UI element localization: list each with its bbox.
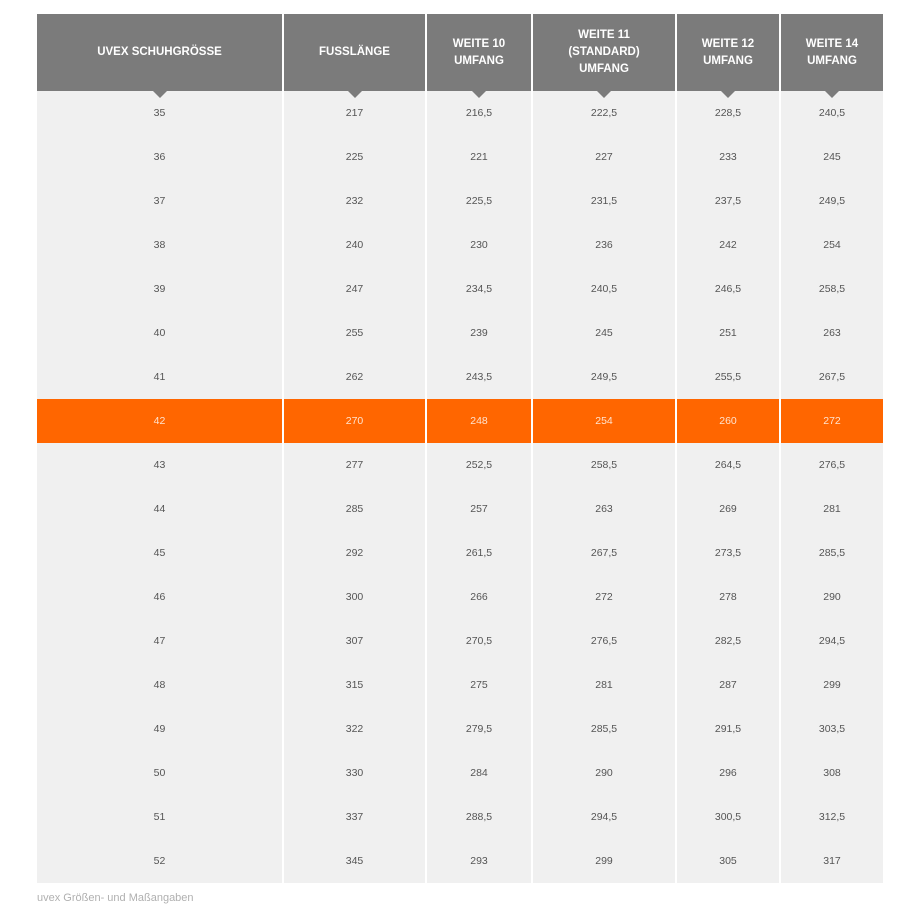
width-14-cell: 281 xyxy=(780,487,883,531)
table-row xyxy=(37,531,883,575)
width-10-cell: 216,5 xyxy=(426,91,532,135)
shoe-size-cell: 45 xyxy=(37,531,283,575)
width-14-cell: 276,5 xyxy=(780,443,883,487)
width-10-cell: 288,5 xyxy=(426,795,532,839)
shoe-size-cell: 37 xyxy=(37,179,283,223)
header-label: WEITE 12 UMFANG xyxy=(701,37,755,67)
width-14-cell: 245 xyxy=(780,135,883,179)
table-body xyxy=(37,91,883,883)
shoe-size-cell: 38 xyxy=(37,223,283,267)
width-10-cell: 266 xyxy=(426,575,532,619)
width-10-cell: 225,5 xyxy=(426,179,532,223)
table-row xyxy=(37,487,883,531)
width-12-cell: 273,5 xyxy=(676,531,780,575)
width-10-cell: 252,5 xyxy=(426,443,532,487)
width-11-cell: 263 xyxy=(532,487,676,531)
foot-length-cell: 345 xyxy=(283,839,426,883)
header-notch xyxy=(597,91,611,98)
foot-length-cell: 217 xyxy=(283,91,426,135)
width-12-cell: 255,5 xyxy=(676,355,780,399)
header-width-10 xyxy=(426,14,532,91)
table-row xyxy=(37,751,883,795)
foot-length-cell: 315 xyxy=(283,663,426,707)
header-notch xyxy=(721,91,735,98)
width-14-cell: 249,5 xyxy=(780,179,883,223)
header-notch xyxy=(472,91,486,98)
foot-length-cell: 330 xyxy=(283,751,426,795)
header-label: WEITE 14 UMFANG xyxy=(805,37,859,67)
width-12-cell: 291,5 xyxy=(676,707,780,751)
width-14-cell: 290 xyxy=(780,575,883,619)
shoe-size-cell: 50 xyxy=(37,751,283,795)
width-11-cell: 254 xyxy=(532,399,676,443)
width-10-cell: 279,5 xyxy=(426,707,532,751)
foot-length-cell: 277 xyxy=(283,443,426,487)
foot-length-cell: 240 xyxy=(283,223,426,267)
header-width-11 xyxy=(532,14,676,91)
width-12-cell: 237,5 xyxy=(676,179,780,223)
width-10-cell: 243,5 xyxy=(426,355,532,399)
header-shoe-size xyxy=(37,14,283,91)
header-foot-length xyxy=(283,14,426,91)
width-11-cell: 222,5 xyxy=(532,91,676,135)
shoe-size-cell: 41 xyxy=(37,355,283,399)
width-12-cell: 264,5 xyxy=(676,443,780,487)
width-11-cell: 245 xyxy=(532,311,676,355)
width-11-cell: 290 xyxy=(532,751,676,795)
header-label: FUSSLÄNGE xyxy=(319,46,390,58)
header-width-12 xyxy=(676,14,780,91)
width-12-cell: 246,5 xyxy=(676,267,780,311)
foot-length-cell: 337 xyxy=(283,795,426,839)
width-14-cell: 317 xyxy=(780,839,883,883)
shoe-size-cell: 36 xyxy=(37,135,283,179)
width-14-cell: 240,5 xyxy=(780,91,883,135)
width-11-cell: 294,5 xyxy=(532,795,676,839)
foot-length-cell: 285 xyxy=(283,487,426,531)
table-row xyxy=(37,619,883,663)
width-10-cell: 293 xyxy=(426,839,532,883)
width-14-cell: 299 xyxy=(780,663,883,707)
table-row xyxy=(37,355,883,399)
width-10-cell: 261,5 xyxy=(426,531,532,575)
shoe-size-cell: 43 xyxy=(37,443,283,487)
width-10-cell: 275 xyxy=(426,663,532,707)
width-10-cell: 248 xyxy=(426,399,532,443)
width-14-cell: 294,5 xyxy=(780,619,883,663)
table-row xyxy=(37,663,883,707)
foot-length-cell: 307 xyxy=(283,619,426,663)
table-row xyxy=(37,135,883,179)
shoe-size-cell: 48 xyxy=(37,663,283,707)
header-notch xyxy=(825,91,839,98)
width-12-cell: 300,5 xyxy=(676,795,780,839)
width-11-cell: 249,5 xyxy=(532,355,676,399)
foot-length-cell: 322 xyxy=(283,707,426,751)
shoe-size-cell: 42 xyxy=(37,399,283,443)
width-14-cell: 303,5 xyxy=(780,707,883,751)
width-14-cell: 267,5 xyxy=(780,355,883,399)
width-12-cell: 228,5 xyxy=(676,91,780,135)
foot-length-cell: 255 xyxy=(283,311,426,355)
header-notch xyxy=(153,91,167,98)
foot-length-cell: 292 xyxy=(283,531,426,575)
table-row xyxy=(37,267,883,311)
width-12-cell: 260 xyxy=(676,399,780,443)
table-row xyxy=(37,795,883,839)
table-row xyxy=(37,311,883,355)
size-chart-table xyxy=(37,14,883,883)
width-11-cell: 285,5 xyxy=(532,707,676,751)
header-label: WEITE 11 (STANDARD) UMFANG xyxy=(568,29,640,75)
foot-length-cell: 232 xyxy=(283,179,426,223)
shoe-size-cell: 51 xyxy=(37,795,283,839)
table-row xyxy=(37,443,883,487)
width-10-cell: 270,5 xyxy=(426,619,532,663)
table-row xyxy=(37,223,883,267)
width-12-cell: 242 xyxy=(676,223,780,267)
foot-length-cell: 225 xyxy=(283,135,426,179)
width-10-cell: 257 xyxy=(426,487,532,531)
header-notch xyxy=(348,91,362,98)
width-10-cell: 230 xyxy=(426,223,532,267)
width-12-cell: 287 xyxy=(676,663,780,707)
width-12-cell: 251 xyxy=(676,311,780,355)
width-10-cell: 239 xyxy=(426,311,532,355)
shoe-size-cell: 39 xyxy=(37,267,283,311)
table-row xyxy=(37,839,883,883)
width-10-cell: 284 xyxy=(426,751,532,795)
header-label: UVEX SCHUHGRÖSSE xyxy=(97,46,222,58)
shoe-size-cell: 35 xyxy=(37,91,283,135)
width-11-cell: 281 xyxy=(532,663,676,707)
foot-length-cell: 247 xyxy=(283,267,426,311)
width-14-cell: 308 xyxy=(780,751,883,795)
header-width-14 xyxy=(780,14,883,91)
table-caption: uvex Größen- und Maßangaben xyxy=(37,892,194,904)
table-row xyxy=(37,575,883,619)
shoe-size-cell: 40 xyxy=(37,311,283,355)
width-12-cell: 269 xyxy=(676,487,780,531)
width-14-cell: 285,5 xyxy=(780,531,883,575)
width-10-cell: 234,5 xyxy=(426,267,532,311)
width-11-cell: 272 xyxy=(532,575,676,619)
foot-length-cell: 300 xyxy=(283,575,426,619)
width-11-cell: 231,5 xyxy=(532,179,676,223)
foot-length-cell: 270 xyxy=(283,399,426,443)
width-11-cell: 227 xyxy=(532,135,676,179)
shoe-size-cell: 47 xyxy=(37,619,283,663)
width-11-cell: 276,5 xyxy=(532,619,676,663)
width-14-cell: 263 xyxy=(780,311,883,355)
width-14-cell: 272 xyxy=(780,399,883,443)
width-11-cell: 258,5 xyxy=(532,443,676,487)
width-12-cell: 233 xyxy=(676,135,780,179)
table-row xyxy=(37,707,883,751)
shoe-size-cell: 46 xyxy=(37,575,283,619)
foot-length-cell: 262 xyxy=(283,355,426,399)
shoe-size-cell: 44 xyxy=(37,487,283,531)
width-14-cell: 312,5 xyxy=(780,795,883,839)
table-row xyxy=(37,399,883,443)
width-12-cell: 305 xyxy=(676,839,780,883)
width-11-cell: 236 xyxy=(532,223,676,267)
shoe-size-cell: 52 xyxy=(37,839,283,883)
width-12-cell: 296 xyxy=(676,751,780,795)
width-11-cell: 299 xyxy=(532,839,676,883)
header-label: WEITE 10 UMFANG xyxy=(452,37,506,67)
header-row xyxy=(37,14,883,91)
shoe-size-cell: 49 xyxy=(37,707,283,751)
width-12-cell: 282,5 xyxy=(676,619,780,663)
width-11-cell: 267,5 xyxy=(532,531,676,575)
width-10-cell: 221 xyxy=(426,135,532,179)
width-11-cell: 240,5 xyxy=(532,267,676,311)
width-14-cell: 258,5 xyxy=(780,267,883,311)
table-row xyxy=(37,179,883,223)
width-14-cell: 254 xyxy=(780,223,883,267)
width-12-cell: 278 xyxy=(676,575,780,619)
